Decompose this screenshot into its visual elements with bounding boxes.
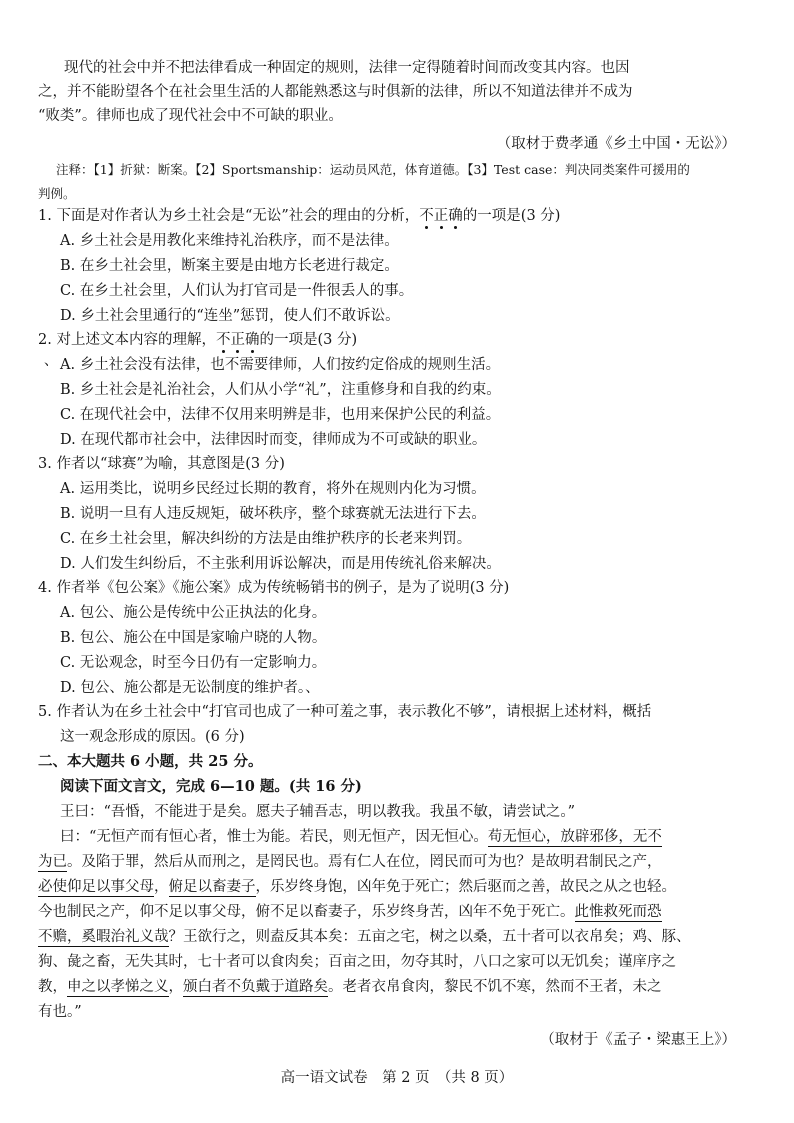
q1-option-c: C. 在乡土社会里，人们认为打官司是一件很丢人的事。 — [60, 283, 414, 299]
q1-emphasis-char: 确 — [448, 208, 463, 224]
classical-line-3 — [38, 852, 662, 872]
underlined-phrase: 为已 — [38, 854, 67, 870]
q1-stem-text-b: 的一项是(3 分) — [462, 208, 561, 224]
underlined-phrase: 申之以孝悌之义 — [67, 979, 169, 995]
classical-text: 焉有仁人在位，罔民而可为也？是故明君制民之产， — [328, 854, 662, 870]
underlined-phrase: 颁白者不负戴于道路矣 — [183, 979, 328, 995]
note-line-1: 注释：【1】折狱：断案。【2】Sportsmanship：运动员风范，体育道德。【3】Test case：判决同类案件可援用的 — [56, 162, 690, 177]
classical-text: 今也制民之产，仰不足以事父母，俯不足以畜妻子，乐岁终身苦，凶年不免于死亡。 — [38, 904, 575, 920]
q2-option-d: D. 在现代都市社会中，法律因时而变，律师成为不可或缺的职业。 — [60, 432, 487, 448]
classical-text: ，乐岁终身饱，凶年免于死亡；然后驱而之善，故民之从之也轻。 — [255, 879, 676, 895]
q4-option-d: D. 包公、施公都是无讼制度的维护者。、 — [60, 680, 320, 696]
q4-option-b: B. 包公、施公在中国是家喻户晓的人物。 — [60, 630, 327, 646]
q3-option-a: A. 运用类比，说明乡民经过长期的教育，将外在规则内化为习惯。 — [60, 481, 486, 497]
q4-stem: 4. 作者举《包公案》《施公案》成为传统畅销书的例子，是为了说明(3 分) — [38, 580, 510, 596]
q2-stem-text-b: 的一项是(3 分) — [259, 332, 358, 348]
classical-line-8 — [38, 977, 662, 997]
q2-emphasis-char: 不 — [215, 332, 231, 348]
q2-stem-text-a: 2. 对上述文本内容的理解， — [38, 332, 216, 348]
q1-option-d: D. 乡土社会里通行的“连坐”惩罚，使人们不敢诉讼。 — [60, 308, 400, 324]
underlined-phrase: 俯足以畜妻子 — [168, 879, 256, 895]
q1-emphasis-char: 正 — [433, 208, 449, 224]
q2-emphasis-char: 正 — [230, 332, 245, 348]
q3-option-b: B. 说明一旦有人违反规矩，破坏秩序，整个球赛就无法进行下去。 — [60, 506, 486, 522]
q2-option-a: A. 乡土社会没有法律，也不需要律师，人们按约定俗成的规则生活。 — [60, 357, 501, 373]
classical-text: ， — [154, 879, 169, 895]
q5-line-2: 这一观念形成的原因。(6 分) — [60, 729, 245, 745]
q3-option-d: D. 人们发生纠纷后，不主张利用诉讼解决，而是用传统礼俗来解决。 — [60, 556, 501, 572]
underlined-phrase: 苟无恒心，放辟邪侈，无不 — [487, 829, 662, 845]
underlined-phrase: 必使仰足以事父母 — [38, 879, 154, 895]
intro-line-2: 之，并不能盼望各个在社会里生活的人都能熟悉这与时俱新的法律，所以不知道法律并不成为 — [38, 84, 633, 100]
classical-text: 教， — [38, 979, 67, 995]
intro-line-3: “败类”。律师也成了现代社会中不可缺的职业。 — [38, 108, 343, 124]
intro-line-1: 现代的社会中并不把法律看成一种固定的规则，法律一定得随着时间而改变其内容。也因 — [64, 60, 630, 76]
q2-emphasis-char: 确 — [244, 332, 260, 348]
intro-source: （取材于费孝通《乡土中国・无讼》） — [496, 136, 736, 152]
q1-stem — [38, 206, 560, 226]
classical-text: 。老者衣帛食肉，黎民不饥不寒，然而不王者，未之 — [328, 979, 662, 995]
underlined-phrase: 此惟救死而恐 — [574, 904, 662, 920]
q1-stem-text-a: 1. 下面是对作者认为乡土社会是“无讼”社会的理由的分析， — [38, 208, 420, 224]
classical-text: 曰：“无恒产而有恒心者，惟士为能。若民，则无恒产，因无恒心。 — [60, 829, 488, 845]
q2-stem — [38, 330, 357, 350]
classical-text: 。及陷于罪，然后从而刑之，是罔民也。 — [67, 854, 328, 870]
q3-option-c: C. 在乡土社会里，解决纠纷的方法是由维护秩序的长老来判罚。 — [60, 531, 472, 547]
section-2-instruction: 阅读下面文言文，完成 6—10 题。(共 16 分) — [60, 778, 362, 795]
classical-source: （取材于《孟子・梁惠王上》） — [540, 1032, 736, 1048]
classical-text: ， — [168, 979, 183, 995]
q2-option-c: C. 在现代社会中，法律不仅用来明辨是非，也用来保护公民的利益。 — [60, 407, 501, 423]
q2-option-b: B. 乡土社会是礼治社会，人们从小学“礼”，注重修身和自我的约束。 — [60, 382, 501, 398]
classical-line-9: 有也。” — [38, 1004, 82, 1020]
classical-line-4 — [38, 877, 676, 897]
stray-mark: 、 — [44, 353, 58, 369]
classical-line-1: 王曰：“吾惛，不能进于是矣。愿夫子辅吾志，明以教我。我虽不敏，请尝试之。” — [60, 804, 576, 820]
q1-option-a: A. 乡土社会是用教化来维持礼治秩序，而不是法律。 — [60, 233, 399, 249]
classical-text: ？王欲行之，则盍反其本矣：五亩之宅，树之以桑，五十者可以衣帛矣；鸡、豚、 — [168, 929, 691, 945]
q5-line-1: 5. 作者认为在乡土社会中“打官司也成了一种可羞之事，表示教化不够”，请根据上述材料，概括 — [38, 704, 652, 720]
note-line-2: 判例。 — [38, 186, 76, 201]
q4-option-c: C. 无讼观念，时至今日仍有一定影响力。 — [60, 655, 327, 671]
classical-line-5 — [38, 902, 662, 922]
section-2-title: 二、本大题共 6 小题，共 25 分。 — [38, 753, 263, 770]
classical-line-7: 狗、彘之畜，无失其时，七十者可以食肉矣；百亩之田，勿夺其时，八口之家可以无饥矣；谨庠序之 — [38, 954, 676, 970]
q4-option-a: A. 包公、施公是传统中公正执法的化身。 — [60, 605, 327, 621]
q1-emphasis-char: 不 — [419, 208, 434, 224]
page-footer: 高一语文试卷 第 2 页 （共 8 页） — [280, 1070, 514, 1086]
classical-line-2 — [60, 827, 662, 847]
underlined-phrase: 不赡，奚暇治礼义哉 — [38, 929, 169, 945]
q3-stem: 3. 作者以“球赛”为喻，其意图是(3 分) — [38, 456, 285, 472]
q1-option-b: B. 在乡土社会里，断案主要是由地方长老进行裁定。 — [60, 258, 399, 274]
classical-line-6 — [38, 927, 691, 947]
